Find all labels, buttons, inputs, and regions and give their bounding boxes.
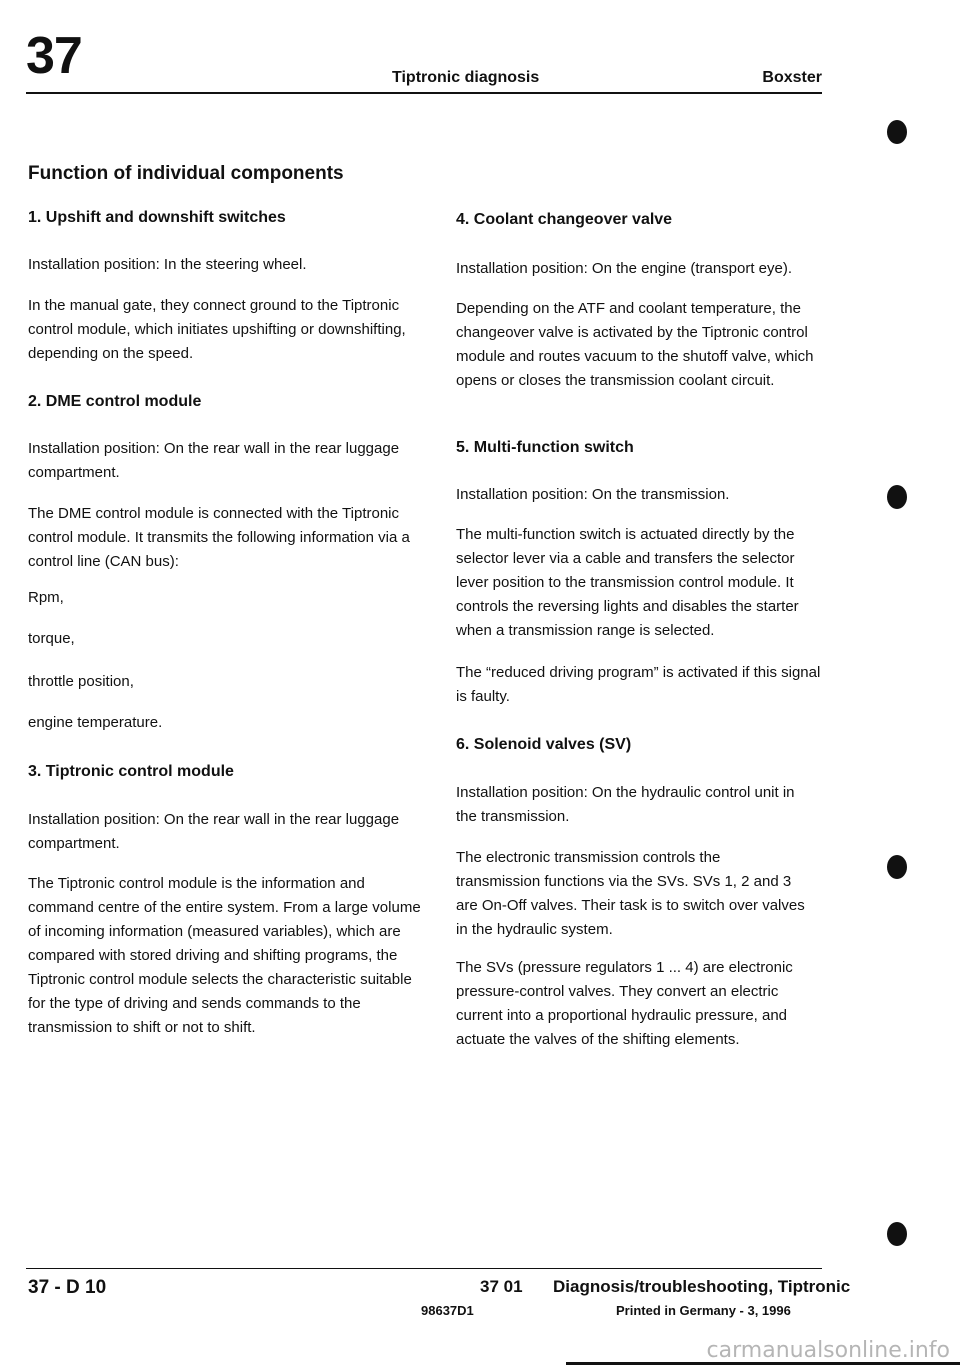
- header-title: Tiptronic diagnosis: [392, 69, 540, 86]
- paragraph: The SVs (pressure regulators 1 ... 4) are electronic pressure-control valves. They convert an electric current into a proportional hydraulic pressure, and actuate the valves of the shifting elements.: [456, 959, 793, 1048]
- section-heading: 1. Upshift and downshift switches: [28, 209, 286, 226]
- list-item: Rpm,: [28, 589, 64, 606]
- paragraph: Installation position: In the steering wheel.: [28, 256, 307, 273]
- paragraph: Installation position: On the engine (transport eye).: [456, 260, 793, 277]
- section-heading: 4. Coolant changeover valve: [456, 211, 673, 228]
- paragraph: Installation position: On the hydraulic control unit in the transmission.: [456, 784, 795, 825]
- chapter-number: 37: [26, 27, 82, 85]
- footer-group: 37 01: [480, 1277, 523, 1296]
- paragraph: The multi-function switch is actuated directly by the selector lever via a cable and transfers the selector lever position to the transmission control module. It controls the reversing lights and disables the starter when a transmission range is selected.: [456, 526, 799, 639]
- footer-doc-number: 98637D1: [421, 1303, 474, 1318]
- binder-hole-dot: [887, 485, 907, 509]
- list-item: torque,: [28, 630, 75, 647]
- list-item: engine temperature.: [28, 714, 163, 731]
- header-rule: [26, 92, 822, 94]
- paragraph: Installation position: On the rear wall in the rear luggage compartment.: [28, 811, 400, 852]
- paragraph: The DME control module is connected with the Tiptronic control module. It transmits the following information via a control line (CAN bus):: [28, 505, 410, 570]
- section-heading: 6. Solenoid valves (SV): [456, 736, 632, 753]
- paragraph: Installation position: On the transmission.: [456, 486, 730, 503]
- paragraph: The electronic transmission controls the transmission functions via the SVs. SVs 1, 2 and 3 are On-Off valves. Their task is to switch over valves in the hydraulic system.: [456, 849, 805, 938]
- list-item: throttle position,: [28, 673, 134, 690]
- binder-hole-dot: [887, 120, 907, 144]
- footer-section: Diagnosis/troubleshooting, Tiptronic: [553, 1277, 851, 1296]
- footer-page-ref: 37 - D 10: [28, 1277, 107, 1298]
- footer-rule: [26, 1268, 822, 1269]
- paragraph: Installation position: On the rear wall in the rear luggage compartment.: [28, 440, 400, 481]
- binder-hole-dot: [887, 855, 907, 879]
- header-model: Boxster: [762, 69, 822, 86]
- paragraph: The “reduced driving program” is activated if this signal is faulty.: [456, 664, 821, 705]
- binder-hole-dot: [887, 1222, 907, 1246]
- footer-printed: Printed in Germany - 3, 1996: [616, 1303, 791, 1318]
- paragraph: In the manual gate, they connect ground to the Tiptronic control module, which initiates upshifting or downshifting, depending on the speed.: [28, 297, 406, 362]
- watermark-text: carmanualsonline.info: [706, 1338, 950, 1363]
- section-heading: 3. Tiptronic control module: [28, 763, 234, 780]
- paragraph: Depending on the ATF and coolant temperature, the changeover valve is activated by the Tiptronic control module and routes vacuum to the shutoff valve, which opens or closes the transmission coolant circuit.: [456, 300, 814, 389]
- paragraph: The Tiptronic control module is the information and command centre of the entire system. From a large volume of incoming information (measured variables), which are compared with stored driving and shifting programs, the Tiptronic control module selects the characteristic suitable for the type of driving and sends commands to the transmission to shift or not to shift.: [28, 875, 421, 1036]
- section-heading: 5. Multi-function switch: [456, 439, 634, 456]
- section-heading: 2. DME control module: [28, 393, 202, 410]
- page-title: Function of individual components: [28, 163, 344, 184]
